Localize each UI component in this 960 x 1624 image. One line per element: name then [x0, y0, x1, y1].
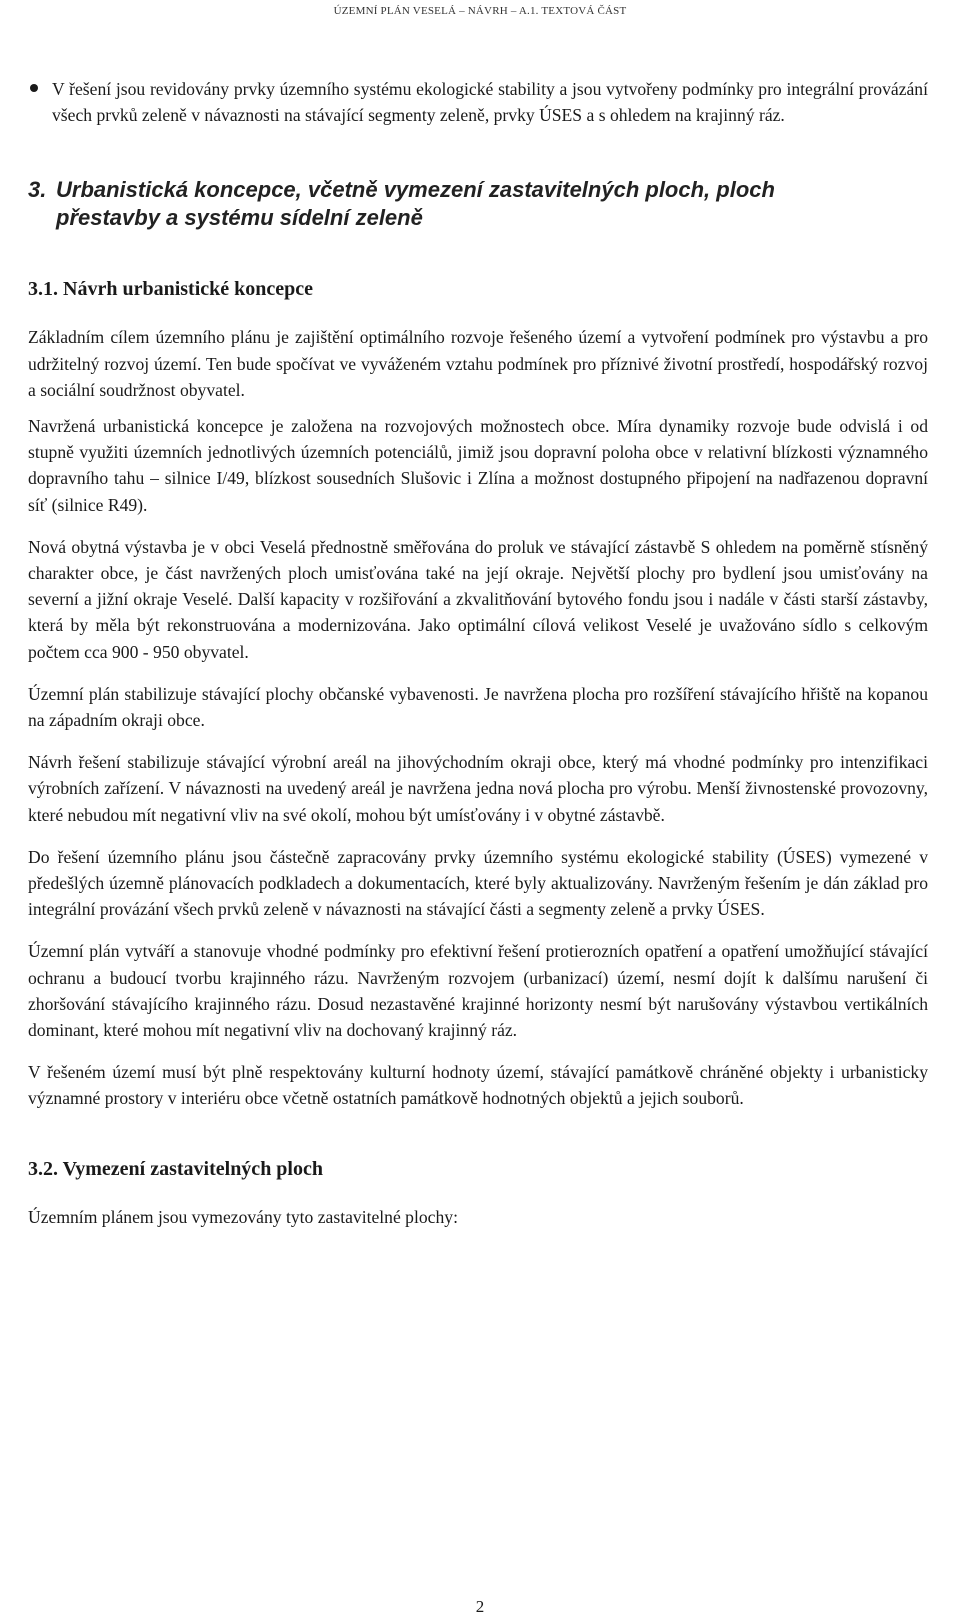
bullet-text: V řešení jsou revidovány prvky územního systému ekologické stability a jsou vytvořeny podmínky pro integrální provázání všech prvků zeleně v návaznosti na stávající segmenty zeleně, prvky ÚSES a s ohledem na krajinný ráz. [52, 79, 928, 126]
paragraph-3-1-3: Nová obytná výstavba je v obci Veselá přednostně směřována do proluk ve stávající zástavbě S ohledem na poměrně stísněný charakter obce, je část navržených ploch umisťována také na její okraje. Největší plochy pro bydlení jsou umisťovány na severní a jižní okraje Veselé. Další kapacity v rozšiřování a zkvalitňování bytového fondu jsou i nadále v části starší zástavby, která by měla být rekonstruována a modernizována. Jako optimální cílová velikost Veselé je uvažováno sídlo s celkovým počtem cca 900 - 950 obyvatel. [28, 536, 928, 662]
paragraph-3-1-4: Územní plán stabilizuje stávající plochy občanské vybavenosti. Je navržena plocha pro rozšíření stávajícího hřiště na kopanou na západním okraji obce. [28, 683, 928, 731]
page-number: 2 [475, 1597, 485, 1616]
section-3-title-line1: Urbanistická koncepce, včetně vymezení zastavitelných ploch, ploch [56, 177, 775, 203]
paragraph-3-1-1: Základním cílem územního plánu je zajištění optimálního rozvoje řešeného území a vytvoření podmínek pro výstavbu a pro udržitelný rozvoj území. Ten bude spočívat ve vyváženém vztahu podmínek pro příznivé životní prostředí, hospodářský rozvoj a sociální soudržnost obyvatel. [28, 327, 928, 400]
running-header: ÚZEMNÍ PLÁN VESELÁ – NÁVRH – A.1. TEXTOVÁ ČÁST [333, 5, 627, 17]
paragraph-3-1-7: Územní plán vytváří a stanovuje vhodné podmínky pro efektivní řešení protierozních opatření a opatření umožňující stávající ochranu a budoucí tvorbu krajinného rázu. Navrženým rozvojem (urbanizací) území, nesmí dojít k dalšímu narušení či zhoršování stávajícího krajinného rázu. Dosud nezastavěné krajinné horizonty nesmí být narušovány výstavbou vertikálních dominant, které mohou mít negativní vliv na dochovaný krajinný ráz. [28, 941, 928, 1041]
bullet-icon [30, 84, 38, 92]
section-3-number: 3. [28, 177, 47, 203]
paragraph-3-1-8: V řešeném území musí být plně respektovány kulturní hodnoty území, stávající památkově chráněné objekty i urbanisticky významné prostory v interiéru obce včetně ostatních památkově hodnotných objektů a jejich souborů. [28, 1062, 928, 1109]
paragraph-3-1-6: Do řešení územního plánu jsou částečně zapracovány prvky územního systému ekologické stability (ÚSES) vymezené v předešlých územně plánovacích podkladech a dokumentacích, které byly aktualizovány. Navrženým řešením je dán základ pro integrální provázání všech prvků zeleně v návaznosti na stávající části a segmenty zeleně a prvky ÚSES. [28, 846, 928, 920]
section-3-1-heading: 3.1. Návrh urbanistické koncepce [28, 278, 313, 301]
bullet-item [28, 76, 928, 128]
paragraph-3-1-2: Navržená urbanistická koncepce je založena na rozvojových možnostech obce. Míra dynamiky rozvoje bude odvislá i od stupně využiti územních jednotlivých územních potenciálů, jimiž jsou dopravní poloha obce v relativní blízkosti významného dopravního tahu – silnice I/49, blízkost sousedních Slušovic i Zlína a možnost dostupného připojení na nadřazenou dopravní síť (silnice R49). [28, 416, 928, 515]
section-3-heading [28, 176, 928, 232]
section-3-2-intro: Územním plánem jsou vymezovány tyto zastavitelné plochy: [28, 1206, 458, 1227]
section-3-title-line2: přestavby a systému sídelní zeleně [56, 205, 423, 231]
paragraph-3-1-5: Návrh řešení stabilizuje stávající výrobní areál na jihovýchodním okraji obce, který má vhodné podmínky pro intenzifikaci výrobních zařízení. V návaznosti na uvedený areál je navržena jedna nová plocha pro výrobu. Menší živnostenské provozovny, které nebudou mít negativní vliv na své okolí, mohou být umísťovány i v obytné zástavbě. [28, 752, 928, 825]
page-content [28, 76, 928, 1230]
section-3-2-heading: 3.2. Vymezení zastavitelných ploch [28, 1157, 323, 1180]
